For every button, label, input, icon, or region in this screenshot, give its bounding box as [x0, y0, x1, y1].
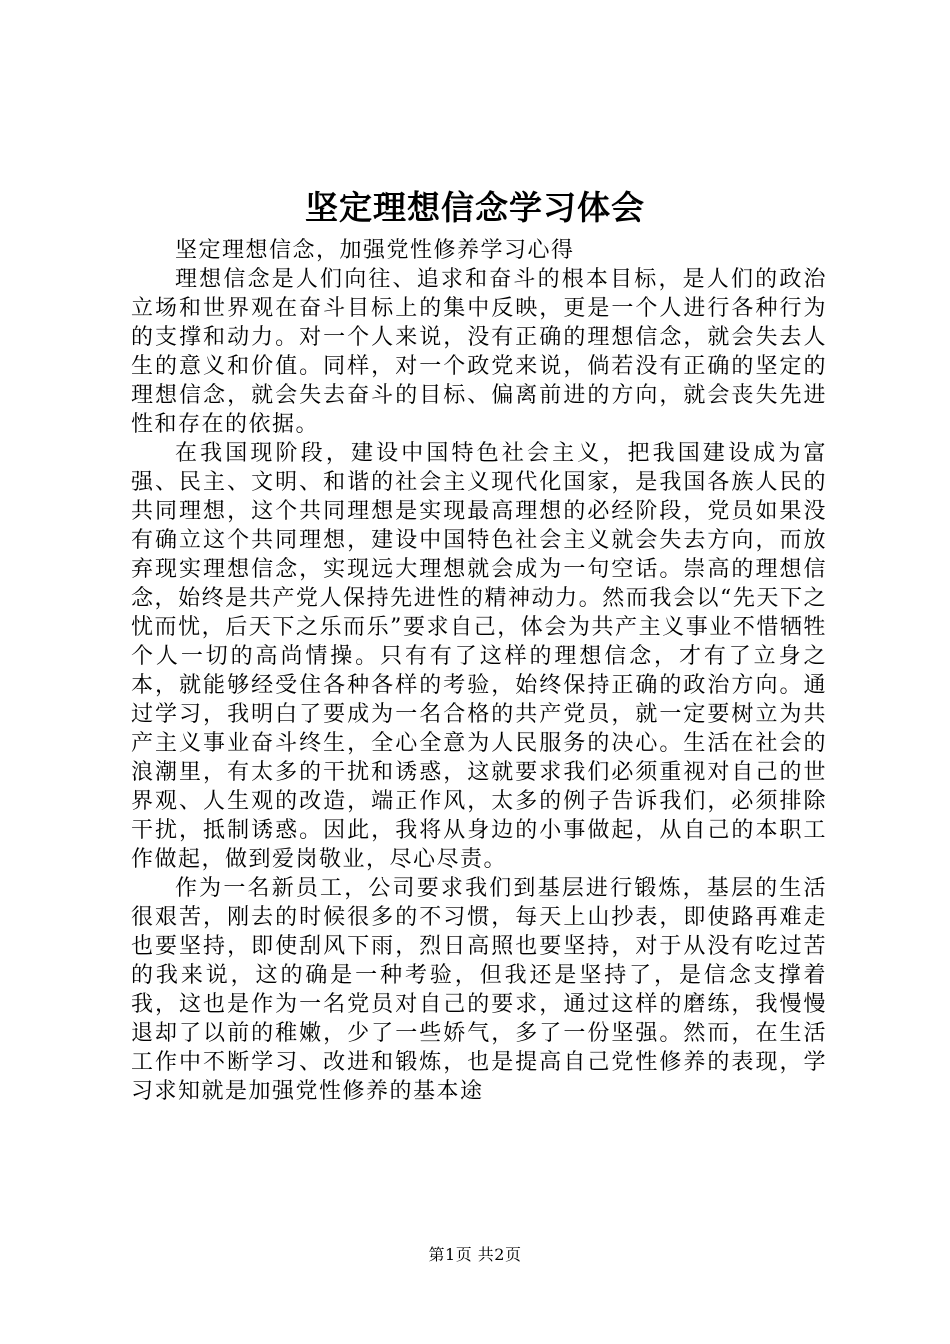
- paragraph-1: 理想信念是人们向往、追求和奋斗的根本目标，是人们的政治立场和世界观在奋斗目标上的集中反映，更是一个人进行各种行为的支撑和动力。对一个人来说，没有正确的理想信念，就会失去人生的意义和价值。同样，对一个政党来说，倘若没有正确的坚定的理想信念，就会失去奋斗的目标、偏离前进的方向，就会丧失先进性和存在的依据。: [131, 267, 827, 437]
- document-body: [131, 236, 827, 1106]
- page-number-footer: 第1页 共2页: [428, 1245, 522, 1264]
- paragraph-2: 在我国现阶段，建设中国特色社会主义，把我国建设成为富强、民主、文明、和谐的社会主义现代化国家，是我国各族人民的共同理想，这个共同理想是实现最高理想的必经阶段，党员如果没有确立这个共同理想，建设中国特色社会主义就会失去方向，而放弃现实理想信念，实现远大理想就会成为一句空话。崇高的理想信念，始终是共产党人保持先进性的精神动力。然而我会以“先天下之忧而忧，后天下之乐而乐”要求自己，体会为共产主义事业不惜牺牲个人一切的高尚情操。只有有了这样的理想信念，才有了立身之本，就能够经受住各种各样的考验，始终保持正确的政治方向。通过学习，我明白了要成为一名合格的共产党员，就一定要树立为共产主义事业奋斗终生，全心全意为人民服务的决心。生活在社会的浪潮里，有太多的干扰和诱惑，这就要求我们必须重视对自己的世界观、人生观的改造，端正作风，太多的例子告诉我们，必须排除干扰，抵制诱惑。因此，我将从身边的小事做起，从自己的本职工作做起，做到爱岗敬业，尽心尽责。: [131, 441, 827, 872]
- document-subtitle: 坚定理想信念，加强党性修养学习心得: [175, 238, 575, 263]
- paragraph-3: 作为一名新员工，公司要求我们到基层进行锻炼，基层的生活很艰苦，刚去的时候很多的不习惯，每天上山抄表，即使路再难走也要坚持，即使刮风下雨，烈日高照也要坚持，对于从没有吃过苦的我来说，这的确是一种考验，但我还是坚持了，是信念支撑着我，这也是作为一名党员对自己的要求，通过这样的磨练，我慢慢退却了以前的稚嫩，少了一些娇气，多了一份坚强。然而，在生活工作中不断学习、改进和锻炼，也是提高自己党性修养的表现，学习求知就是加强党性修养的基本途: [131, 876, 827, 1104]
- page-title: 坚定理想信念学习体会: [305, 188, 645, 227]
